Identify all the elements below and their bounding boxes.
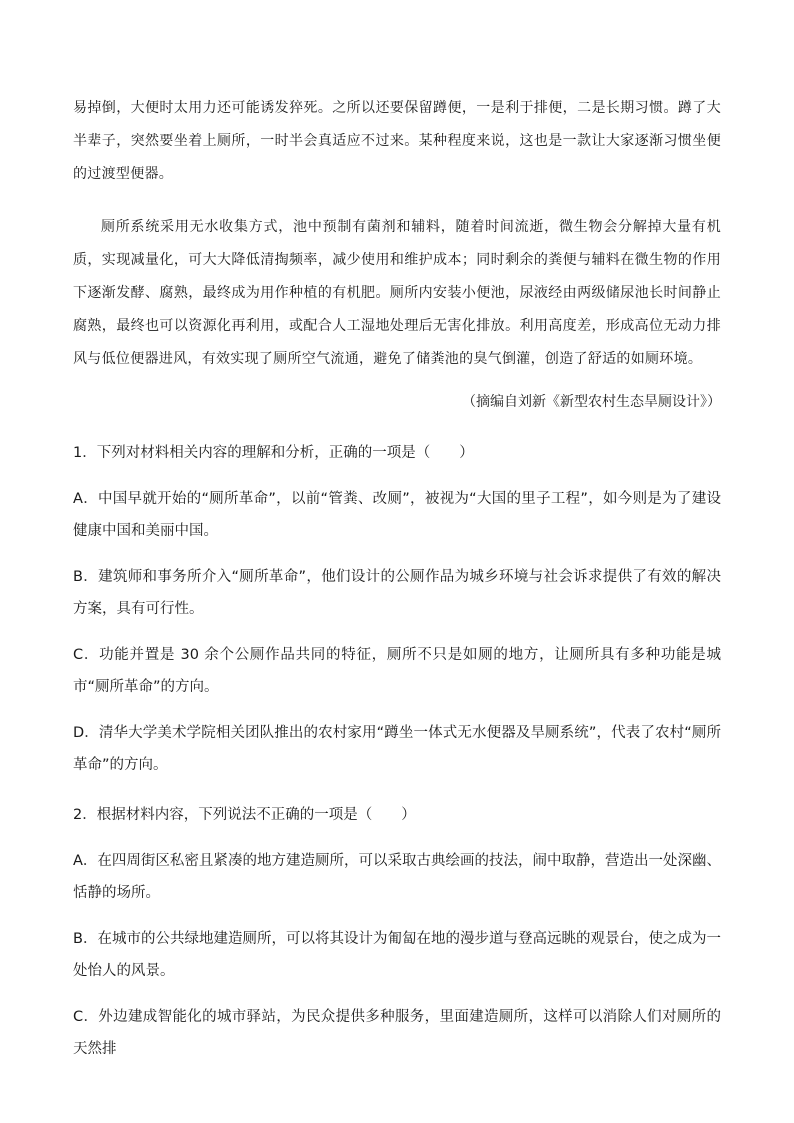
passage-paragraph-1: 易掉倒，大便时太用力还可能诱发猝死。之所以还要保留蹲便，一是利于排便，二是长期习惯。蹲了大半辈子，突然要坐着上厕所，一时半会真适应不过来。某种程度来说，这也是一款让大家逐渐习惯坐便的过渡型便器。 xyxy=(73,100,721,182)
question-1-option-d: D．清华大学美术学院相关团队推出的农村家用“蹲坐一体式无水便器及旱厕系统”，代表了农村“厕所革命”的方向。 xyxy=(73,725,721,773)
question-2-option-c: C．外边建成智能化的城市驿站，为民众提供多种服务，里面建造厕所，这样可以消除人们对厕所的天然排 xyxy=(73,1009,721,1057)
document-page xyxy=(73,92,721,1065)
question-1-option-b: B．建筑师和事务所介入“厕所革命”，他们设计的公厕作品为城乡环境与社会诉求提供了有效的解决方案，具有可行性。 xyxy=(73,569,721,617)
question-2-option-a: A．在四周街区私密且紧凑的地方建造厕所，可以采取古典绘画的技法，闹中取静，营造出一处深幽、恬静的场所。 xyxy=(73,853,721,901)
question-1-option-c: C．功能并置是 30 余个公厕作品共同的特征，厕所不只是如厕的地方，让厕所具有多种功能是城市“厕所革命”的方向。 xyxy=(73,647,721,695)
question-2-stem: 2．根据材料内容，下列说法不正确的一项是（ ） xyxy=(73,807,416,823)
question-2 xyxy=(73,799,721,1065)
question-1-option-a: A．中国早就开始的“厕所革命”，以前“管粪、改厕”，被视为“大国的里子工程”，如今则是为了建设健康中国和美丽中国。 xyxy=(73,491,721,539)
passage-source: （摘编自刘新《新型农村生态旱厕设计》） xyxy=(462,394,721,410)
question-1-stem: 1．下列对材料相关内容的理解和分析，正确的一项是（ ） xyxy=(73,445,474,461)
question-1 xyxy=(73,437,721,781)
question-2-option-b: B．在城市的公共绿地建造厕所，可以将其设计为匍匐在地的漫步道与登高远眺的观景台，使之成为一处怡人的风景。 xyxy=(73,931,721,979)
passage-paragraph-2: 厕所系统采用无水收集方式，池中预制有菌剂和辅料，随着时间流逝，微生物会分解掉大量有机质，实现减量化，可大大降低清掏频率，减少使用和维护成本；同时剩余的粪便与辅料在微生物的作用下逐渐发酵、腐熟，最终成为用作种植的有机肥。厕所内安装小便池，尿液经由两级储尿池长时间静止腐熟，最终也可以资源化再利用，或配合人工湿地处理后无害化排放。利用高度差，形成高位无动力排风与低位便器进风，有效实现了厕所空气流通，避免了储粪池的臭气倒灌，创造了舒适的如厕环境。 xyxy=(73,219,721,367)
